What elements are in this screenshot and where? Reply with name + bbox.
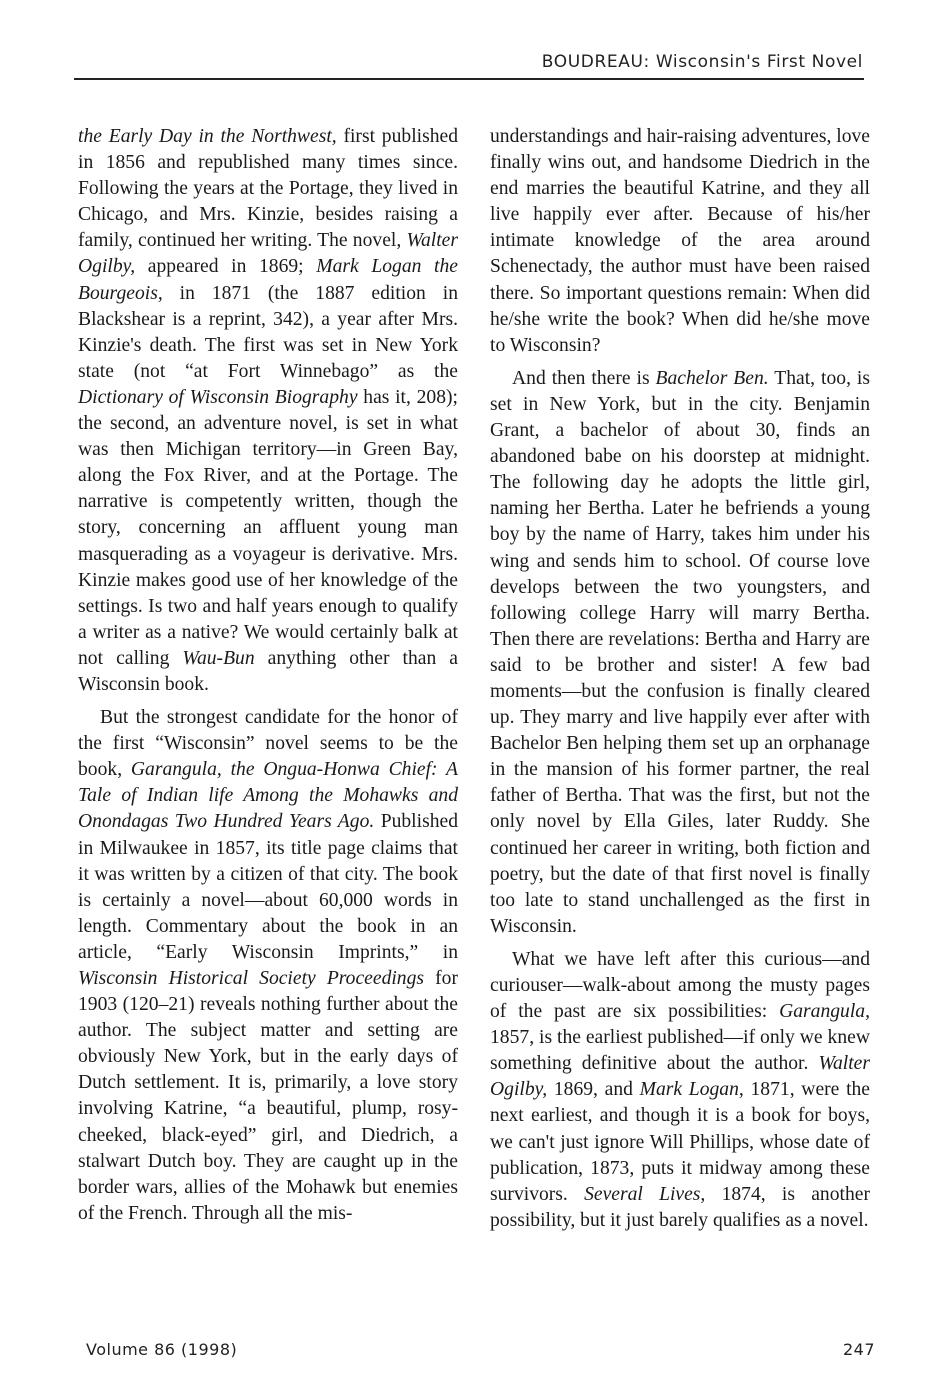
- italic-title-run: Garangula, the Ongua-Honwa Chief: A Tale of Indian life Among the Mohawks and Onondagas Two Hundred Years Ago.: [78, 759, 458, 833]
- italic-title-run: Wau-Bun: [182, 647, 255, 669]
- text-run: has it, 208); the second, an adventure novel, is set in what was then Michigan territory—in Green Bay, along the Fox River, and at the Portage. The narrative is competently written, though the story, concerning an affluent young man masquerading as a voyageur is derivative. Mrs. Kinzie makes good use of her knowledge of the settings. Is two and half years enough to qualify a writer as a native? We would certainly balk at not calling: [78, 386, 458, 669]
- italic-title-run: Bachelor Ben.: [655, 367, 769, 389]
- text-run: That, too, is set in New York, but in the city. Benjamin Grant, a bachelor of about 30, finds an abandoned babe on his doorstep at midnight. The following day he adopts the little girl, naming her Bertha. Later he befriends a young boy by the name of Harry, takes him under his wing and sends him to school. Of course love develops between the two youngsters, and following college Harry will marry Bertha. Then there are revelations: Bertha and Harry are said to be brother and sister! A few bad moments—but the confusion is finally cleared up. They marry and live happily ever after with Bachelor Ben helping them set up an orphanage in the mansion of his former partner, the real father of Bertha. That was the first, but not the only novel by Ella Giles, later Ruddy. She continued her career in writing, both fiction and poetry, but the date of that first novel is finally too late to stand unchallenged as the first in Wisconsin.: [490, 367, 870, 937]
- header-rule: [74, 78, 864, 80]
- paragraph: [78, 124, 458, 698]
- page-number: 247: [842, 1340, 875, 1359]
- paragraph: [490, 124, 870, 359]
- italic-title-run: Mark Logan,: [639, 1079, 744, 1101]
- text-run: appeared in 1869;: [135, 256, 317, 278]
- volume-label: Volume 86 (1998): [86, 1340, 238, 1359]
- text-run: for 1903 (120–21) reveals nothing further about the author. The subject matter and setting are obviously New York, but in the early days of Dutch settlement. It is, primarily, a love story involving Katrine, “a beautiful, plump, rosy-cheeked, black-eyed” girl, and Diedrich, a stalwart Dutch boy. They are caught up in the border wars, allies of the Mohawk but enemies of the French. Through all the mis-: [78, 968, 458, 1224]
- text-run: in 1871 (the 1887 edition in Blackshear is a reprint, 342), a year after Mrs. Kinzie's death. The first was set in New York state (not “at Fort Winnebago” as the: [78, 282, 458, 382]
- text-run: 1871, were the next earliest, and though it is a book for boys, we can't just ignore Will Phillips, whose date of publication, 1873, puts it midway among these survivors.: [490, 1079, 871, 1205]
- paragraph: [490, 947, 870, 1234]
- italic-title-run: Several Lives,: [584, 1183, 706, 1205]
- paragraph: [490, 366, 870, 940]
- text-run: first published in 1856 and republished many times since. Following the years at the Portage, they lived in Chicago, and Mrs. Kinzie, besides raising a family, continued her writing. The novel,: [78, 126, 458, 252]
- text-run: anything other than a Wisconsin book.: [78, 647, 459, 695]
- italic-title-run: the Early Day in the Northwest,: [78, 126, 337, 147]
- italic-title-run: Garangula,: [779, 1001, 870, 1023]
- italic-title-run: Walter Ogilby,: [78, 230, 458, 278]
- text-run: understandings and hair-raising adventures, love finally wins out, and handsome Diedrich in the end marries the beautiful Katrine, and they all live happily ever after. Because of his/her intimate knowledge of the area around Schenectady, the author must have been raised there. So important questions remain: When did he/she write the book? When did he/she move to Wisconsin?: [490, 126, 870, 356]
- italic-title-run: Wisconsin Historical Society Proceedings: [78, 968, 425, 989]
- text-run: 1857, is the earliest published—if only we knew something definitive about the author.: [490, 1027, 870, 1075]
- text-run: What we have left after this curious—and curiouser—walk-about among the musty pages of the past are six possibilities:: [490, 948, 870, 1023]
- italic-title-run: Mark Logan the Bourgeois,: [78, 256, 458, 304]
- paragraph: [78, 705, 458, 1227]
- text-run: 1869, and: [547, 1079, 640, 1101]
- running-head: BOUDREAU: Wisconsin's First Novel: [541, 52, 863, 72]
- right-column: [490, 124, 870, 1241]
- italic-title-run: Dictionary of Wisconsin Biography: [78, 386, 358, 408]
- italic-title-run: Walter Ogilby,: [490, 1053, 870, 1101]
- text-run: Published in Milwaukee in 1857, its title page claims that it was written by a citizen of that city. The book is certainly a novel—about 60,000 words in length. Commentary about the book in an article, “Early Wisconsin Imprints,” in: [78, 811, 458, 963]
- text-run: And then there is: [512, 367, 656, 389]
- left-column: [78, 124, 458, 1234]
- text-run: But the strongest candidate for the honor of the first “Wisconsin” novel seems to be the book,: [78, 707, 458, 781]
- text-run: 1874, is another possibility, but it just barely qualifies as a novel.: [490, 1183, 870, 1231]
